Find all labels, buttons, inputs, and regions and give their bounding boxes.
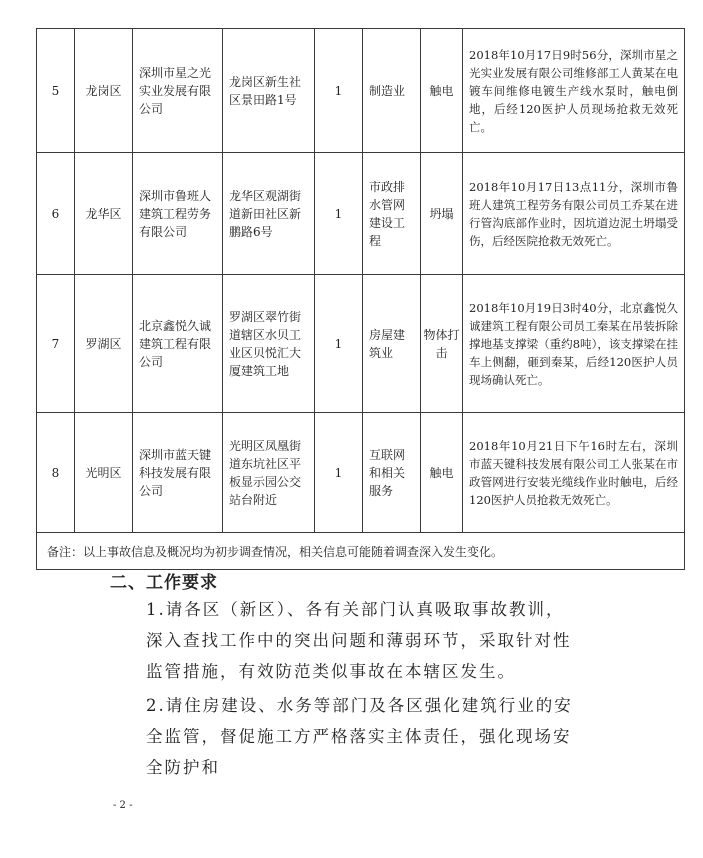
cell-location: 龙岗区新生社区景田路1号: [223, 29, 315, 153]
paragraph-1: [110, 594, 580, 687]
table-row: [37, 29, 685, 153]
cell-type: 触电: [421, 413, 463, 533]
cell-location: 罗湖区翠竹街道辖区水贝工业区贝悦汇大厦建筑工地: [223, 275, 315, 413]
cell-deaths: 1: [315, 153, 363, 275]
cell-no: 7: [37, 275, 75, 413]
cell-no: 8: [37, 413, 75, 533]
cell-district: 龙岗区: [75, 29, 133, 153]
table-row: [37, 275, 685, 413]
cell-description: 2018年10月17日9时56分，深圳市星之光实业发展有限公司维修部工人黄某在电镀车间维修电镀生产线水泵时，触电倒地，后经120医护人员现场抢救无效死亡。: [463, 29, 685, 153]
cell-type: 触电: [421, 29, 463, 153]
table-row: [37, 413, 685, 533]
cell-district: 龙华区: [75, 153, 133, 275]
page-number: - 2 -: [113, 800, 133, 811]
table-note: 备注：以上事故信息及概况均为初步调查情况，相关信息可能随着调查深入发生变化。: [37, 533, 685, 570]
cell-description: 2018年10月19日3时40分，北京鑫悦久诚建筑工程有限公司员工秦某在吊装拆除撑地基支撑梁（重约8吨），该支撑梁在挂车上侧翻，砸到秦某，后经120医护人员现场确认死亡。: [463, 275, 685, 413]
cell-company: 深圳市蓝天键科技发展有限公司: [133, 413, 223, 533]
cell-deaths: 1: [315, 413, 363, 533]
cell-no: 5: [37, 29, 75, 153]
cell-description: 2018年10月17日13点11分，深圳市鲁班人建筑工程劳务有限公司员工乔某在进行管沟底部作业时，因坑道边泥土坍塌受伤，后经医院抢救无效死亡。: [463, 153, 685, 275]
paragraph-2: [110, 690, 580, 783]
cell-company: 北京鑫悦久诚建筑工程有限公司: [133, 275, 223, 413]
section-title: 二、工作要求: [110, 573, 218, 593]
cell-industry: 互联网和相关服务: [363, 413, 421, 533]
cell-location: 龙华区观湖街道新田社区新鹏路6号: [223, 153, 315, 275]
cell-type: 坍塌: [421, 153, 463, 275]
paragraph-2-text: 2.请住房建设、水务等部门及各区强化建筑行业的安全监管，督促施工方严格落实主体责任，强化现场安全防护和: [146, 696, 573, 777]
cell-deaths: 1: [315, 275, 363, 413]
cell-district: 罗湖区: [75, 275, 133, 413]
cell-district: 光明区: [75, 413, 133, 533]
cell-location: 光明区凤凰街道东坑社区平板显示园公交站台附近: [223, 413, 315, 533]
accident-table: [36, 28, 685, 570]
table-note-row: [37, 533, 685, 570]
cell-no: 6: [37, 153, 75, 275]
cell-description: 2018年10月21日下午16时左右，深圳市蓝天键科技发展有限公司工人张某在市政管网进行安装光缆线作业时触电，后经120医护人员抢救无效死亡。: [463, 413, 685, 533]
cell-company: 深圳市星之光实业发展有限公司: [133, 29, 223, 153]
cell-industry: 市政排水管网建设工程: [363, 153, 421, 275]
table-row: [37, 153, 685, 275]
cell-industry: 制造业: [363, 29, 421, 153]
paragraph-1-text: 1.请各区（新区）、各有关部门认真吸取事故教训，深入查找工作中的突出问题和薄弱环节，采取针对性监管措施，有效防范类似事故在本辖区发生。: [146, 600, 572, 681]
cell-company: 深圳市鲁班人建筑工程劳务有限公司: [133, 153, 223, 275]
cell-type: 物体打击: [421, 275, 463, 413]
cell-deaths: 1: [315, 29, 363, 153]
cell-industry: 房屋建筑业: [363, 275, 421, 413]
